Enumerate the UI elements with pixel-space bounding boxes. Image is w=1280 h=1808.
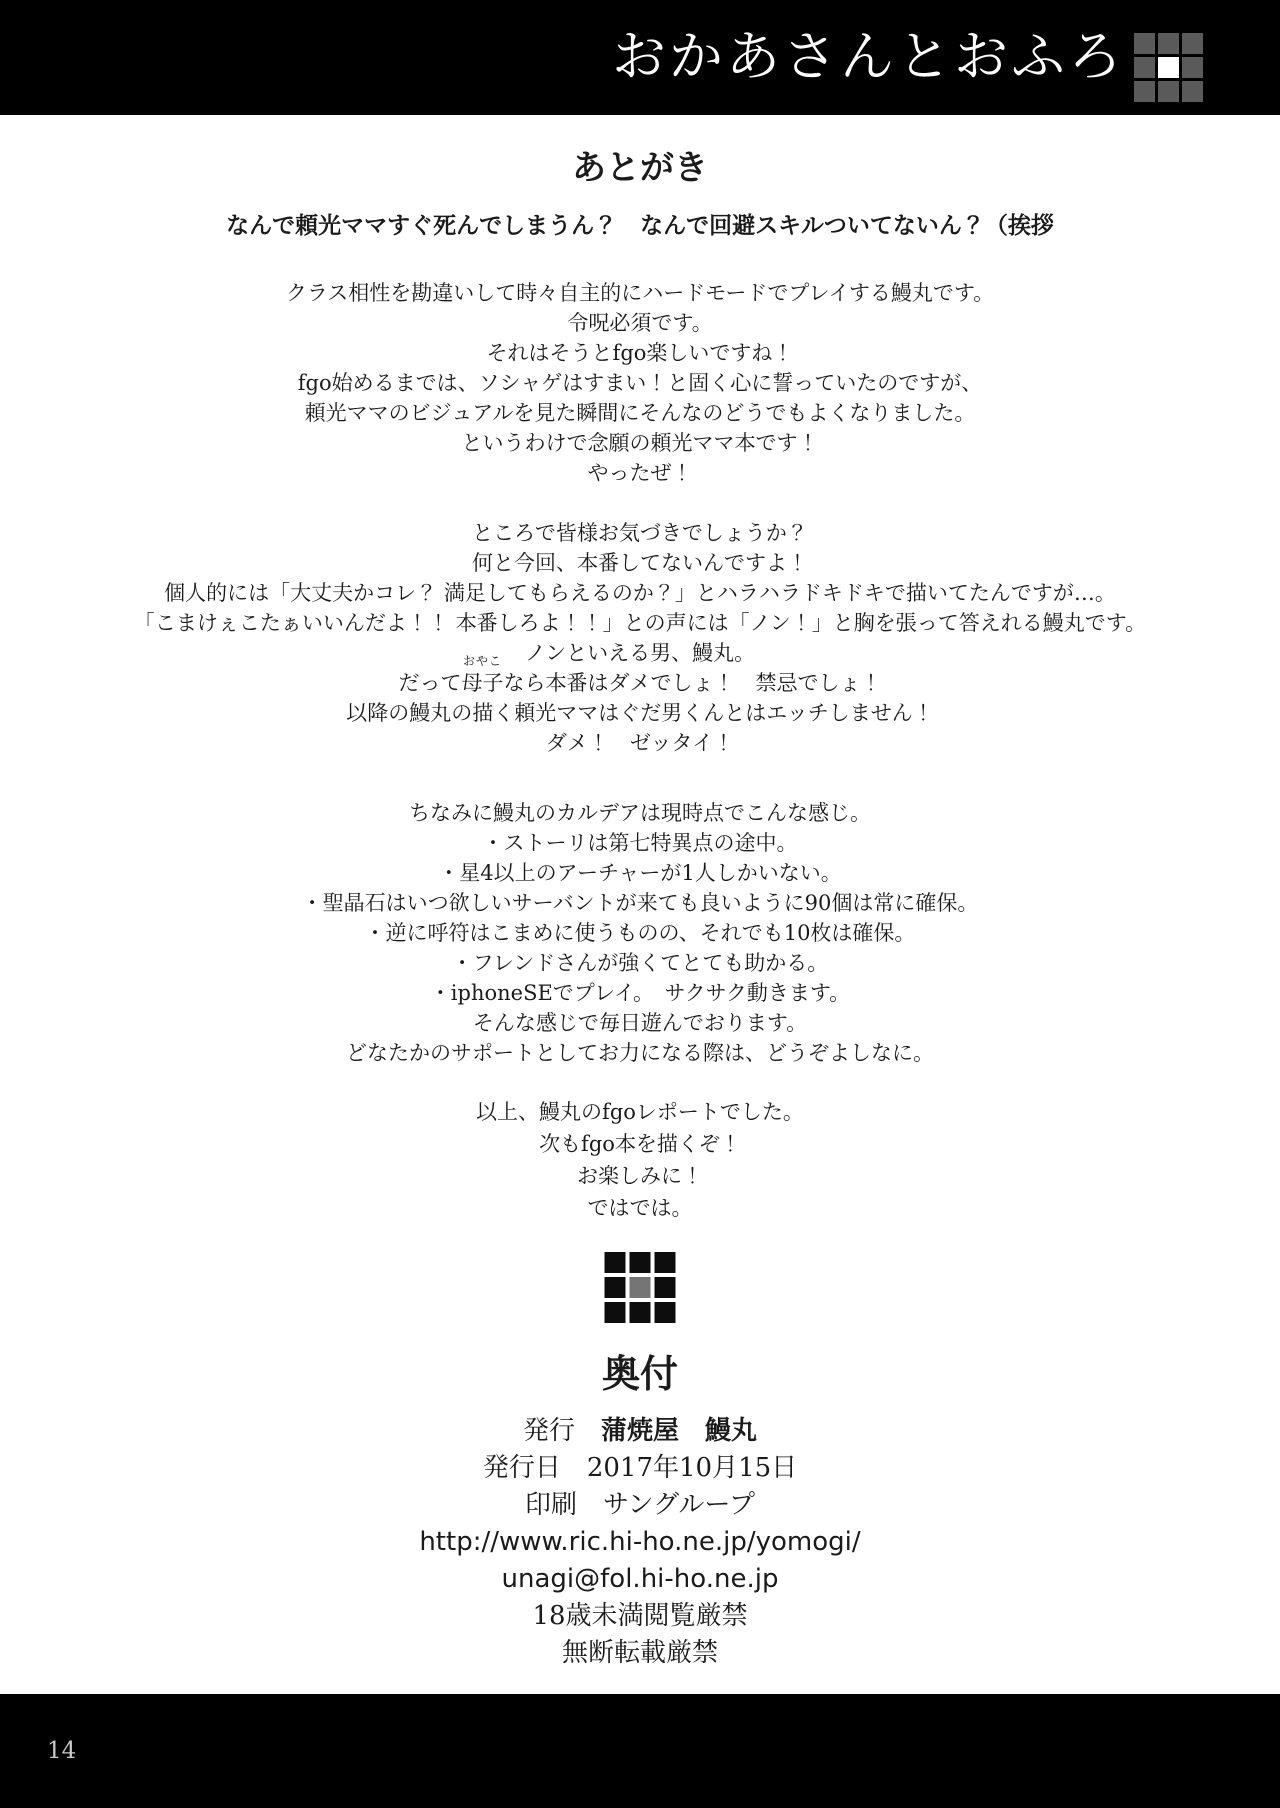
text-line: そんな感じで毎日遊んでおります。 <box>472 1011 808 1035</box>
text-line: 何と今回、本番してないんですよ！ <box>472 551 808 575</box>
afterword-paragraph-4 <box>0 1096 1280 1224</box>
publisher-name: 蒲焼屋 鰻丸 <box>601 1416 758 1446</box>
text-line: 令呪必須です。 <box>567 311 713 335</box>
colophon-heading: 奥付 <box>601 1352 678 1396</box>
text-line: というわけで念願の頼光ママ本です！ <box>461 431 819 455</box>
grid-icon <box>1134 33 1203 102</box>
logo-grid-cell <box>655 1277 676 1298</box>
text-line: 「こまけぇこたぁいいんだよ！！ 本番しろよ！！」との声には「ノン！」と胸を張って答えれる鰻丸です。 <box>133 611 1147 635</box>
book-title: おかあさんとおふろ <box>612 25 1125 88</box>
greeting-line: なんで頼光ママすぐ死んでしまうん？ なんで回避スキルついてないん？（挨拶 <box>226 213 1054 239</box>
text-line: ・ストーリは第七特異点の途中。 <box>482 831 798 855</box>
text-line: どなたかのサポートとしてお力になる際は、どうぞよしなに。 <box>346 1041 934 1065</box>
header-grid-cell <box>1158 81 1179 102</box>
colophon-url: http://www.ric.hi-ho.ne.jp/yomogi/ <box>419 1527 861 1557</box>
afterword-paragraph-2 <box>0 518 1280 758</box>
furigana: おやこ <box>462 654 503 668</box>
text-line: クラス相性を勘違いして時々自主的にハードモードでプレイする鰻丸です。 <box>285 281 995 305</box>
logo-grid-cell <box>605 1302 626 1323</box>
header-grid-cell <box>1134 81 1155 102</box>
text-line: やったぜ！ <box>587 461 693 485</box>
publisher-label: 発行 <box>522 1416 601 1446</box>
header-grid-cell <box>1134 33 1155 54</box>
colophon-reprint-notice: 無断転載厳禁 <box>561 1638 718 1668</box>
text-line: ではでは。 <box>587 1196 693 1220</box>
text-line: ・星4以上のアーチャーが1人しかいない。 <box>438 861 842 885</box>
colophon-printer-line: 印刷 サングループ <box>524 1490 756 1520</box>
header-grid-cell <box>1182 33 1203 54</box>
ruby-annotated-word: 母子 おやこ <box>461 654 504 695</box>
afterword-heading: あとがき <box>572 148 708 188</box>
text-line: ちなみに鰻丸のカルデアは現時点でこんな感じ。 <box>409 801 871 825</box>
text-line: 以上、鰻丸のfgoレポートでした。 <box>476 1100 804 1124</box>
logo-grid-cell <box>655 1252 676 1273</box>
afterword-paragraph-1 <box>0 278 1280 488</box>
text-line: それはそうとfgo楽しいですね！ <box>486 341 794 365</box>
colophon-publisher-line <box>0 1413 1280 1450</box>
text-line: fgo始めるまでは、ソシャゲはすまい！と固く心に誓っていたのですが、 <box>297 371 983 395</box>
text-line: ダメ！ ゼッタイ！ <box>545 731 735 755</box>
colophon-email: unagi@fol.hi-ho.ne.jp <box>501 1564 779 1594</box>
text-line: 個人的には「大丈夫かコレ？ 満足してもらえるのか？」とハラハラドキドキで描いてたんですが…。 <box>164 581 1116 605</box>
logo-grid-cell <box>605 1252 626 1273</box>
text-line: ・フレンドさんが強くてとても助かる。 <box>451 951 829 975</box>
text-line: だって母子 おやこ なら本番はダメでしょ！ 禁忌でしょ！ <box>0 668 1280 698</box>
header-grid-cell <box>1158 57 1179 78</box>
header-grid-cell <box>1182 81 1203 102</box>
text-line: ・逆に呼符はこまめに使うものの、それでも10枚は確保。 <box>364 921 916 945</box>
afterword-paragraph-3 <box>0 798 1280 1068</box>
text-line: ところで皆様お気づきでしょうか？ <box>472 521 808 545</box>
text-line: お楽しみに！ <box>577 1164 703 1188</box>
header-bar <box>0 0 1280 115</box>
text-line: ノンといえる男、鰻丸。 <box>524 641 756 665</box>
logo-grid-cell <box>630 1252 651 1273</box>
text-line: ・iphoneSEでプレイ。 サクサク動きます。 <box>429 981 851 1005</box>
publisher-grid-logo-icon <box>605 1252 676 1323</box>
header-grid-cell <box>1182 57 1203 78</box>
header-grid-cell <box>1134 57 1155 78</box>
page-number: 14 <box>47 1738 77 1764</box>
text-line: 次もfgo本を描くぞ！ <box>539 1132 741 1156</box>
text-line: ・聖晶石はいつ欲しいサーバントが来ても良いように90個は常に確保。 <box>301 891 979 915</box>
colophon-date-line: 発行日 2017年10月15日 <box>482 1453 798 1483</box>
logo-grid-cell <box>630 1302 651 1323</box>
logo-grid-cell <box>630 1277 651 1298</box>
colophon-age-notice: 18歳未満閲覧厳禁 <box>532 1601 748 1631</box>
text-line: 以降の鰻丸の描く頼光ママはぐだ男くんとはエッチしません！ <box>346 701 934 725</box>
logo-grid-cell <box>605 1277 626 1298</box>
header-grid-cell <box>1158 33 1179 54</box>
logo-grid-cell <box>655 1302 676 1323</box>
footer-bar <box>0 1694 1280 1808</box>
colophon-section <box>0 1413 1280 1672</box>
text-line: 頼光ママのビジュアルを見た瞬間にそんなのどうでもよくなりました。 <box>304 401 976 425</box>
